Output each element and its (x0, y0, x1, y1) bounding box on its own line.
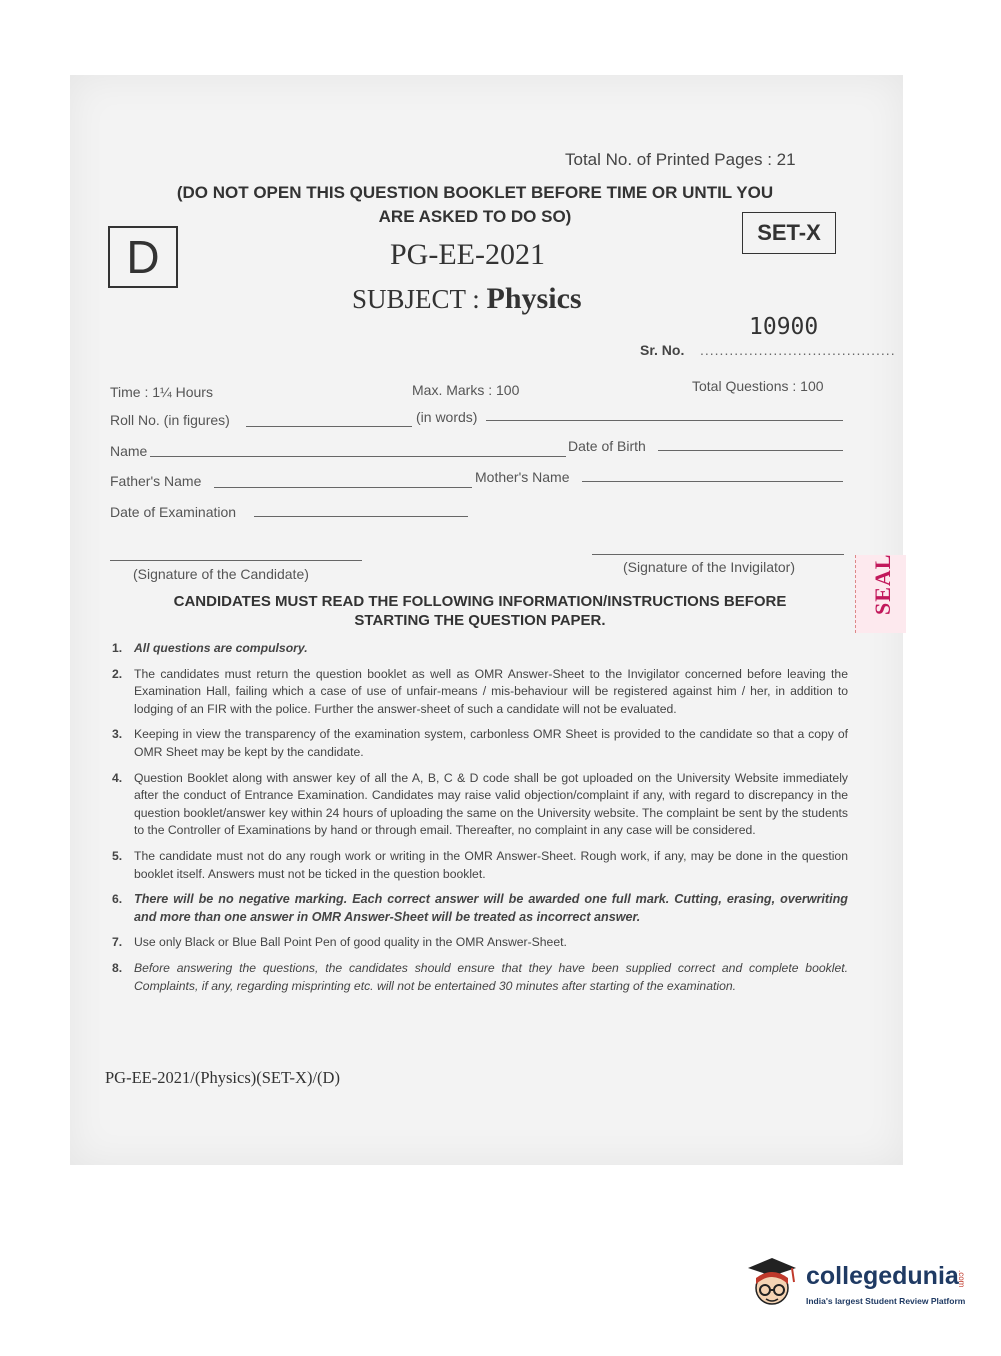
footer-code: PG-EE-2021/(Physics)(SET-X)/(D) (105, 1068, 340, 1087)
exam-date-line[interactable] (254, 516, 468, 517)
warning-line-1: (DO NOT OPEN THIS QUESTION BOOKLET BEFORE TIME OR UNTIL YOU (176, 183, 774, 202)
set-box: SET-X (742, 212, 836, 254)
dob-line[interactable] (658, 450, 843, 451)
roll-figures-line[interactable] (246, 426, 412, 427)
exam-code: PG-EE-2021 (390, 238, 545, 271)
list-item (112, 770, 848, 840)
list-item-number: 3. (112, 727, 123, 742)
father-name-line[interactable] (214, 487, 472, 488)
father-name-label: Father's Name (110, 473, 202, 489)
total-questions-field: Total Questions : 100 (692, 378, 824, 394)
dob-label: Date of Birth (568, 438, 646, 454)
list-item-text: Before answering the questions, the candidates should ensure that they have been supplied correct and complete booklet. Complaints, if any, regarding misprinting etc. will not be entertained 30 minutes after starting of the examination. (134, 960, 848, 993)
brand-name: collegedunia (806, 1262, 959, 1290)
list-item-number: 7. (112, 935, 123, 950)
instructions-heading-line-1: CANDIDATES MUST READ THE FOLLOWING INFORMATION/INSTRUCTIONS BEFORE (173, 593, 787, 610)
list-item-text: Use only Black or Blue Ball Point Pen of good quality in the OMR Answer-Sheet. (134, 935, 567, 950)
serial-dots: ........................................ (700, 342, 896, 358)
exam-date-label: Date of Examination (110, 504, 237, 520)
list-item-number: 4. (112, 770, 123, 785)
brand-tagline: India's largest Student Review Platform (806, 1296, 966, 1306)
list-item-text: The candidates must return the question booklet as well as OMR Answer-Sheet to the Invigilator concerned before leaving the Examination Hall, failing which a case of use of unfair-means / mis-behaviour will be registered against him / her, in addition to lodging of an FIR with the police. Further the answer-sheet of such a candidate will not be evaluated. (134, 666, 848, 716)
list-item (112, 891, 848, 926)
seal-stamp (855, 555, 906, 633)
list-item (112, 640, 848, 658)
subject-heading (352, 282, 582, 316)
list-item-number: 8. (112, 960, 123, 975)
booklet-code-box: D (108, 226, 178, 288)
list-item-number: 2. (112, 666, 123, 681)
candidate-signature-line[interactable] (110, 560, 362, 561)
list-item (112, 960, 848, 995)
list-item-number: 1. (112, 641, 123, 655)
mother-name-line[interactable] (582, 481, 843, 482)
invigilator-signature-label: (Signature of the Invigilator) (623, 559, 795, 575)
time-field: Time : 1¼ Hours (110, 384, 213, 400)
list-item-text: Keeping in view the transparency of the examination system, carbonless OMR Sheet is provided to the candidate so that a copy of OMR Sheet may be kept by the candidate. (134, 727, 848, 759)
name-line[interactable] (150, 456, 566, 457)
list-item-text: The candidate must not do any rough work or writing in the OMR Answer-Sheet. Rough work, if any, may be done in the question booklet itself. Answers must not be ticked in the question booklet. (134, 848, 848, 881)
list-item-text: Question Booklet along with answer key of all the A, B, C & D code shall be got uploaded on the University Website immediately after the conduct of Entrance Examination. Candidates may raise valid objection/complaint if any, with regard to discrepancy in the question booklet/answer key within 24 hours of uploading the same on the University website. The complaint be sent by the students to the Controller of Examinations by hand or through email. Thereafter, no complaint in any case will be considered. (134, 770, 848, 838)
roll-words-label: (in words) (416, 409, 478, 425)
mascot-logo-icon (742, 1254, 804, 1316)
list-item (112, 726, 848, 761)
roll-figures-label: Roll No. (in figures) (110, 412, 230, 428)
roll-words-line[interactable] (486, 420, 843, 421)
list-item (112, 934, 848, 952)
candidate-signature-label: (Signature of the Candidate) (133, 566, 309, 582)
list-item (112, 848, 848, 883)
list-item (112, 666, 848, 719)
list-item-text: All questions are compulsory. (134, 641, 308, 655)
mother-name-label: Mother's Name (475, 469, 570, 485)
serial-label: Sr. No. (640, 342, 685, 358)
list-item-number: 5. (112, 848, 123, 863)
max-marks-field: Max. Marks : 100 (412, 382, 520, 398)
name-label: Name (110, 443, 148, 459)
subject-value: Physics (486, 282, 582, 315)
printed-pages: Total No. of Printed Pages : 21 (565, 150, 796, 169)
serial-number: 10900 (749, 314, 819, 340)
brand-suffix: .com (957, 1270, 966, 1288)
seal-text: SEAL (870, 553, 895, 615)
subject-label: SUBJECT : (352, 284, 480, 314)
warning-line-2: ARE ASKED TO DO SO) (378, 207, 572, 226)
instructions-list (112, 640, 848, 1003)
list-item-number: 6. (112, 892, 123, 907)
invigilator-signature-line[interactable] (592, 554, 844, 555)
instructions-heading-line-2: STARTING THE QUESTION PAPER. (354, 612, 606, 629)
list-item-text: There will be no negative marking. Each correct answer will be awarded one full mark. Cutting, erasing, overwriting and more than one answer in OMR Answer-Sheet will be treated as incorrect answer. (134, 892, 848, 924)
